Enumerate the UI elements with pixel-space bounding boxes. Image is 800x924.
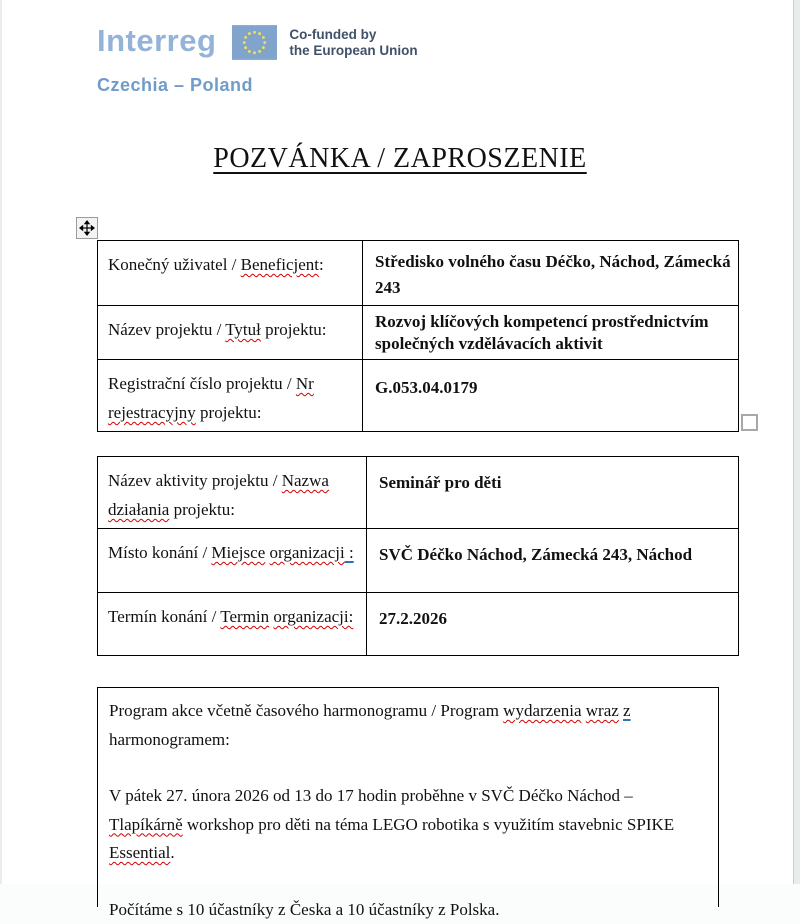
eu-flag-icon bbox=[232, 25, 277, 60]
grammar-marked-text: z bbox=[623, 701, 631, 720]
row-value[interactable]: 27.2.2026 bbox=[367, 593, 739, 656]
logo-subtitle: Czechia – Poland bbox=[97, 75, 418, 96]
program-paragraph[interactable] bbox=[109, 896, 706, 924]
spellcheck-marked-text: organizacji bbox=[270, 543, 345, 562]
spellcheck-marked-text: wraz bbox=[586, 701, 619, 720]
spellcheck-marked-text: wydarzenia bbox=[503, 701, 581, 720]
row-value[interactable]: SVČ Déčko Náchod, Zámecká 243, Náchod bbox=[367, 529, 739, 593]
spellcheck-marked-text: Miejsce bbox=[211, 543, 265, 562]
text-segment: Název aktivity projektu / bbox=[108, 471, 282, 490]
row-label[interactable] bbox=[98, 360, 363, 432]
interreg-logo[interactable] bbox=[97, 24, 418, 96]
text-segment: Registrační číslo projektu / bbox=[108, 374, 296, 393]
spellcheck-marked-text: Nazwa bbox=[282, 471, 329, 490]
text-segment: Název projektu / bbox=[108, 320, 225, 339]
spellcheck-marked-text: Termin bbox=[220, 607, 269, 626]
text-segment: projektu: bbox=[261, 320, 327, 339]
document-title[interactable]: POZVÁNKA / ZAPROSZENIE bbox=[0, 143, 800, 175]
text-segment: Program akce včetně časového harmonogramu / Program bbox=[109, 701, 503, 720]
cofunded-line2: the European Union bbox=[289, 43, 417, 59]
spellcheck-marked-text: Essential bbox=[109, 843, 170, 862]
spellcheck-marked-text: Beneficjent bbox=[241, 255, 319, 274]
table-resize-handle-icon[interactable] bbox=[741, 414, 758, 431]
text-segment: V pátek 27. února 2026 od 13 do 17 hodin proběhne v SVČ Déčko Náchod – bbox=[109, 786, 633, 805]
row-value[interactable]: Rozvoj klíčových kompetencí prostřednictvím společných vzdělávacích aktivit bbox=[363, 306, 739, 360]
row-value[interactable]: Seminář pro děti bbox=[367, 457, 739, 529]
text-segment: projektu: bbox=[196, 403, 262, 422]
table-row bbox=[98, 593, 739, 656]
info-table-1 bbox=[97, 240, 739, 432]
table-move-handle-icon[interactable] bbox=[76, 217, 98, 239]
text-segment: Termín konání / bbox=[108, 607, 220, 626]
text-segment: Místo konání / bbox=[108, 543, 211, 562]
spellcheck-marked-text: rejestracyjny bbox=[108, 403, 196, 422]
text-segment: Konečný uživatel / bbox=[108, 255, 241, 274]
spellcheck-marked-text: organizacji: bbox=[273, 607, 353, 626]
row-label[interactable] bbox=[98, 306, 363, 360]
info-table-2 bbox=[97, 456, 739, 656]
text-segment: projektu: bbox=[169, 500, 235, 519]
row-value[interactable]: G.053.04.0179 bbox=[363, 360, 739, 432]
spellcheck-marked-text: Tlapíkárně bbox=[109, 815, 183, 834]
row-label[interactable] bbox=[98, 457, 367, 529]
spellcheck-marked-text: działania bbox=[108, 500, 169, 519]
table-row bbox=[98, 529, 739, 593]
text-segment: : bbox=[319, 255, 324, 274]
row-label[interactable] bbox=[98, 529, 367, 593]
text-segment: harmonogramem: bbox=[109, 730, 230, 749]
interreg-wordmark: Interreg bbox=[97, 24, 216, 58]
table-row bbox=[98, 360, 739, 432]
program-paragraph[interactable] bbox=[109, 782, 706, 868]
table-row bbox=[98, 306, 739, 360]
row-value[interactable]: Středisko volného času Déčko, Náchod, Zámecká 243 bbox=[363, 241, 739, 306]
cofunded-line1: Co-funded by bbox=[289, 27, 417, 43]
cofunded-text bbox=[289, 27, 417, 59]
spellcheck-marked-text: Nr bbox=[296, 374, 314, 393]
program-paragraph[interactable] bbox=[109, 697, 706, 754]
row-label[interactable] bbox=[98, 593, 367, 656]
text-segment: . bbox=[170, 843, 174, 862]
grammar-marked-text: : bbox=[345, 543, 354, 562]
text-segment: workshop pro děti na téma LEGO robotika s využitím stavebnic SPIKE bbox=[183, 815, 675, 834]
page-edge-left bbox=[0, 0, 2, 884]
text-segment: Počítáme s 10 účastníky z Česka a 10 účastníky z Polska. bbox=[109, 900, 499, 919]
spellcheck-marked-text: Tytuł bbox=[225, 320, 261, 339]
page-edge-right bbox=[793, 0, 800, 884]
program-box[interactable] bbox=[97, 687, 719, 907]
table-row bbox=[98, 457, 739, 529]
row-label[interactable] bbox=[98, 241, 363, 306]
table-row bbox=[98, 241, 739, 306]
